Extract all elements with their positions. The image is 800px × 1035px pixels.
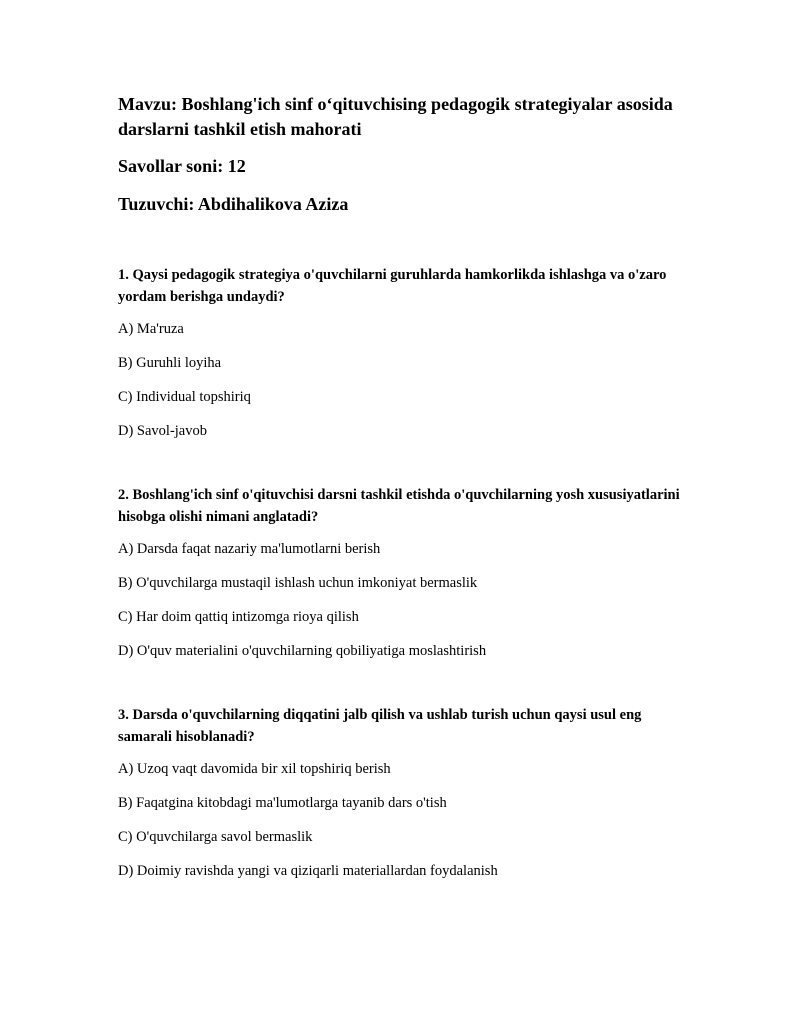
question-block-3 [118,704,698,880]
question-count: Savollar soni: 12 [118,156,246,176]
author-line: Tuzuvchi: Abdihalikova Aziza [118,194,349,214]
answer-option-b: B) Guruhli loyiha [118,355,222,371]
answer-option-a: A) Ma'ruza [118,321,184,337]
answer-option-d: D) Doimiy ravishda yangi va qiziqarli materiallardan foydalanish [118,863,498,879]
question-text: 3. Darsda o'quvchilarning diqqatini jalb qilish va ushlab turish uchun qaysi usul eng samarali hisoblanadi? [118,707,642,745]
answer-option-d: D) O'quv materialini o'quvchilarning qobiliyatiga moslashtirish [118,643,487,659]
answer-option-c: C) O'quvchilarga savol bermaslik [118,829,313,845]
question-text: 2. Boshlang'ich sinf o'qituvchisi darsni tashkil etishda o'quvchilarning yosh xususiyatlarini hisobga olishi nimani anglatadi? [118,487,680,525]
answer-option-c: C) Har doim qattiq intizomga rioya qilish [118,609,359,625]
answer-option-d: D) Savol-javob [118,423,207,439]
question-block-2 [118,484,698,660]
question-block-1 [118,264,698,440]
question-text: 1. Qaysi pedagogik strategiya o'quvchilarni guruhlarda hamkorlikda ishlashga va o'zaro yordam berishga undaydi? [118,267,667,305]
answer-option-a: A) Uzoq vaqt davomida bir xil topshiriq berish [118,761,391,777]
answer-option-a: A) Darsda faqat nazariy ma'lumotlarni berish [118,541,381,557]
answer-option-c: C) Individual topshiriq [118,389,251,405]
document-page [118,92,698,880]
answer-option-b: B) O'quvchilarga mustaqil ishlash uchun imkoniyat bermaslik [118,575,478,591]
document-title: Mavzu: Boshlang'ich sinf o‘qituvchising pedagogik strategiyalar asosida darslarni tashkil etish mahorati [118,94,673,139]
answer-option-b: B) Faqatgina kitobdagi ma'lumotlarga tayanib dars o'tish [118,795,447,811]
